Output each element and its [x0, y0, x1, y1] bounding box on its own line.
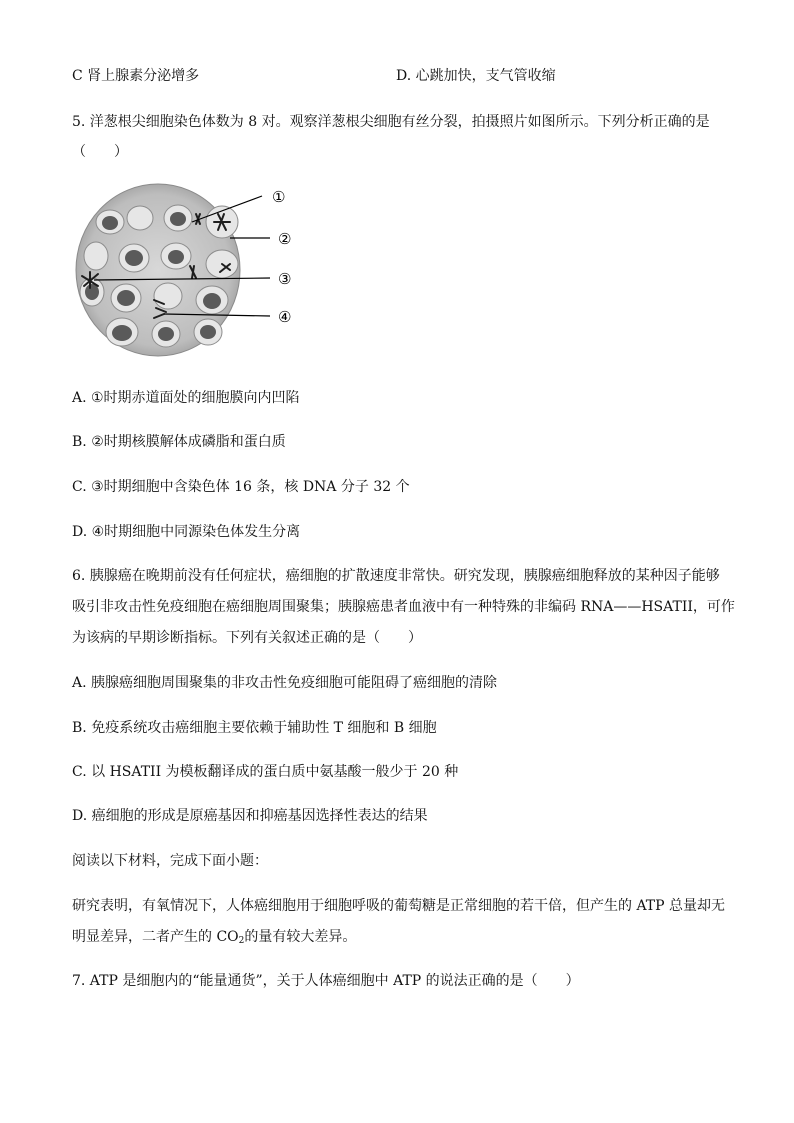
q5-stem: 5. 洋葱根尖细胞染色体数为 8 对。观察洋葱根尖细胞有丝分裂，拍摄照片如图所示。下列分析正确的是	[72, 114, 710, 130]
q7-stem: 7. ATP 是细胞内的“能量通货”，关于人体癌细胞中 ATP 的说法正确的是（ ）	[72, 973, 580, 989]
q6-stem-line-1: 6. 胰腺癌在晚期前没有任何症状，癌细胞的扩散速度非常快。研究发现，胰腺癌细胞释放的某种因子能够	[72, 568, 720, 584]
q6-stem-line-3: 为该病的早期诊断指标。下列有关叙述正确的是（ ）	[72, 630, 422, 646]
q6-option-b: B. 免疫系统攻击癌细胞主要依赖于辅助性 T 细胞和 B 细胞	[72, 720, 437, 736]
q5-answer-paren: （ ）	[72, 144, 128, 160]
label-2: ②	[278, 230, 292, 248]
label-3: ③	[278, 270, 292, 288]
q5-option-b: B. ②时期核膜解体成磷脂和蛋白质	[72, 434, 286, 450]
q6-option-c: C. 以 HSATII 为模板翻译成的蛋白质中氨基酸一般少于 20 种	[72, 764, 459, 780]
material-line-1: 研究表明，有氧情况下，人体癌细胞用于细胞呼吸的葡萄糖是正常细胞的若干倍，但产生的 ATP 总量却无	[72, 898, 726, 914]
q5-option-d: D. ④时期细胞中同源染色体发生分离	[72, 524, 301, 540]
material-intro: 阅读以下材料，完成下面小题：	[72, 853, 268, 869]
label-4: ④	[278, 308, 292, 326]
q5-option-a: A. ①时期赤道面处的细胞膜向内凹陷	[72, 390, 300, 406]
prev-option-c: C 肾上腺素分泌增多	[72, 68, 200, 84]
co2-subscript: 2	[238, 936, 245, 946]
label-1: ①	[272, 188, 286, 206]
prev-option-d: D. 心跳加快，支气管收缩	[396, 68, 556, 84]
q6-stem-line-2: 吸引非攻击性免疫细胞在癌细胞周围聚集；胰腺癌患者血液中有一种特殊的非编码 RNA——HSATII，可作	[72, 599, 735, 615]
q6-option-a: A. 胰腺癌细胞周围聚集的非攻击性免疫细胞可能阻碍了癌细胞的清除	[72, 675, 498, 691]
q5-option-c: C. ③时期细胞中含染色体 16 条，核 DNA 分子 32 个	[72, 479, 410, 495]
material-line-2	[72, 927, 356, 951]
q6-option-d: D. 癌细胞的形成是原癌基因和抑癌基因选择性表达的结果	[72, 808, 428, 824]
material-line-2-post: 的量有较大差异。	[244, 929, 357, 945]
material-line-2-pre: 明显差异，二者产生的 CO	[72, 929, 239, 945]
mitosis-micrograph	[72, 182, 312, 364]
